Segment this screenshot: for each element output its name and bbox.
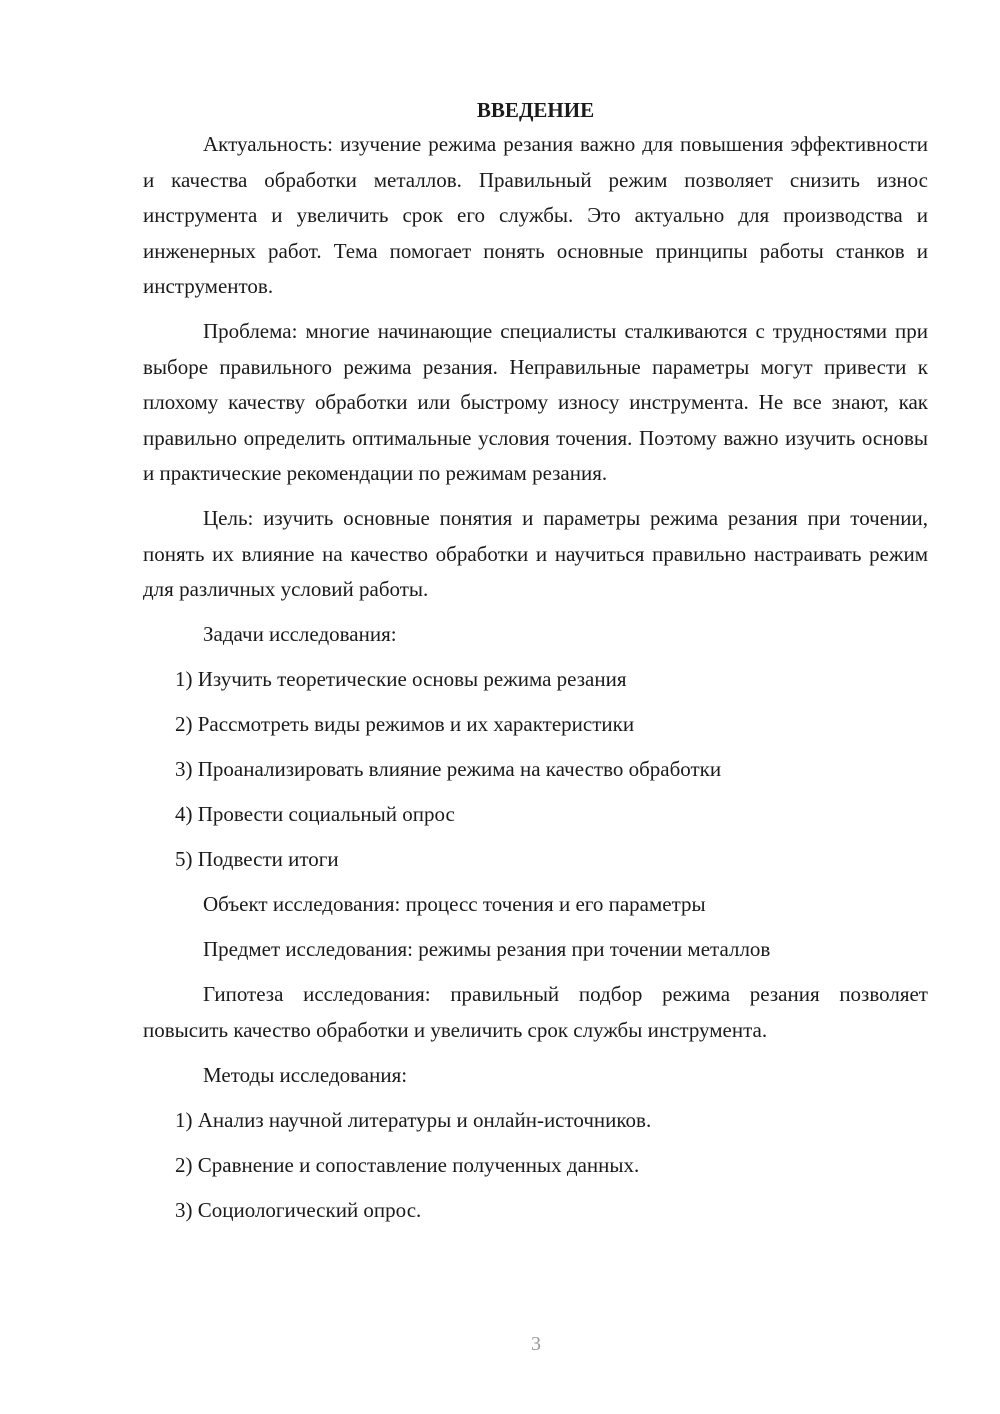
problem-paragraph: Проблема: многие начинающие специалисты сталкиваются с трудностями при выборе правильного режима резания. Неправильные параметры могут привести к плохому качеству обработки или быстрому износу инструмента. Не все знают, как правильно определить оптимальные условия точения. Поэтому важно изучить основы и практические рекомендации по режимам резания. xyxy=(143,319,928,485)
task-item-2: 2) Рассмотреть виды режимов и их характеристики xyxy=(175,712,635,736)
methods-list xyxy=(143,1103,928,1229)
tasks-list xyxy=(143,662,928,878)
tasks-heading: Задачи исследования: xyxy=(203,622,397,646)
task-item-1: 1) Изучить теоретические основы режима резания xyxy=(175,667,627,691)
page-number: 3 xyxy=(531,1333,541,1355)
section-title: ВВЕДЕНИЕ xyxy=(476,98,595,122)
research-object: Объект исследования: процесс точения и его параметры xyxy=(203,892,706,916)
relevance-paragraph: Актуальность: изучение режима резания важно для повышения эффективности и качества обработки металлов. Правильный режим позволяет снизить износ инструмента и увеличить срок его службы. Это актуально для производства и инженерных работ. Тема помогает понять основные принципы работы станков и инструментов. xyxy=(143,132,928,298)
research-subject: Предмет исследования: режимы резания при точении металлов xyxy=(203,937,771,961)
goal-paragraph: Цель: изучить основные понятия и параметры режима резания при точении, понять их влияние на качество обработки и научиться правильно настраивать режим для различных условий работы. xyxy=(143,506,928,601)
method-item-3: 3) Социологический опрос. xyxy=(175,1197,422,1222)
task-item-3: 3) Проанализировать влияние режима на качество обработки xyxy=(175,757,722,781)
hypothesis-paragraph: Гипотеза исследования: правильный подбор режима резания позволяет повысить качество обработки и увеличить срок службы инструмента. xyxy=(143,982,928,1042)
method-item-2: 2) Сравнение и сопоставление полученных данных. xyxy=(175,1152,640,1177)
task-item-5: 5) Подвести итоги xyxy=(175,847,339,871)
method-item-1: 1) Анализ научной литературы и онлайн-источников. xyxy=(175,1107,652,1132)
task-item-4: 4) Провести социальный опрос xyxy=(175,802,455,826)
document-page xyxy=(143,94,928,1238)
methods-heading: Методы исследования: xyxy=(203,1062,408,1087)
